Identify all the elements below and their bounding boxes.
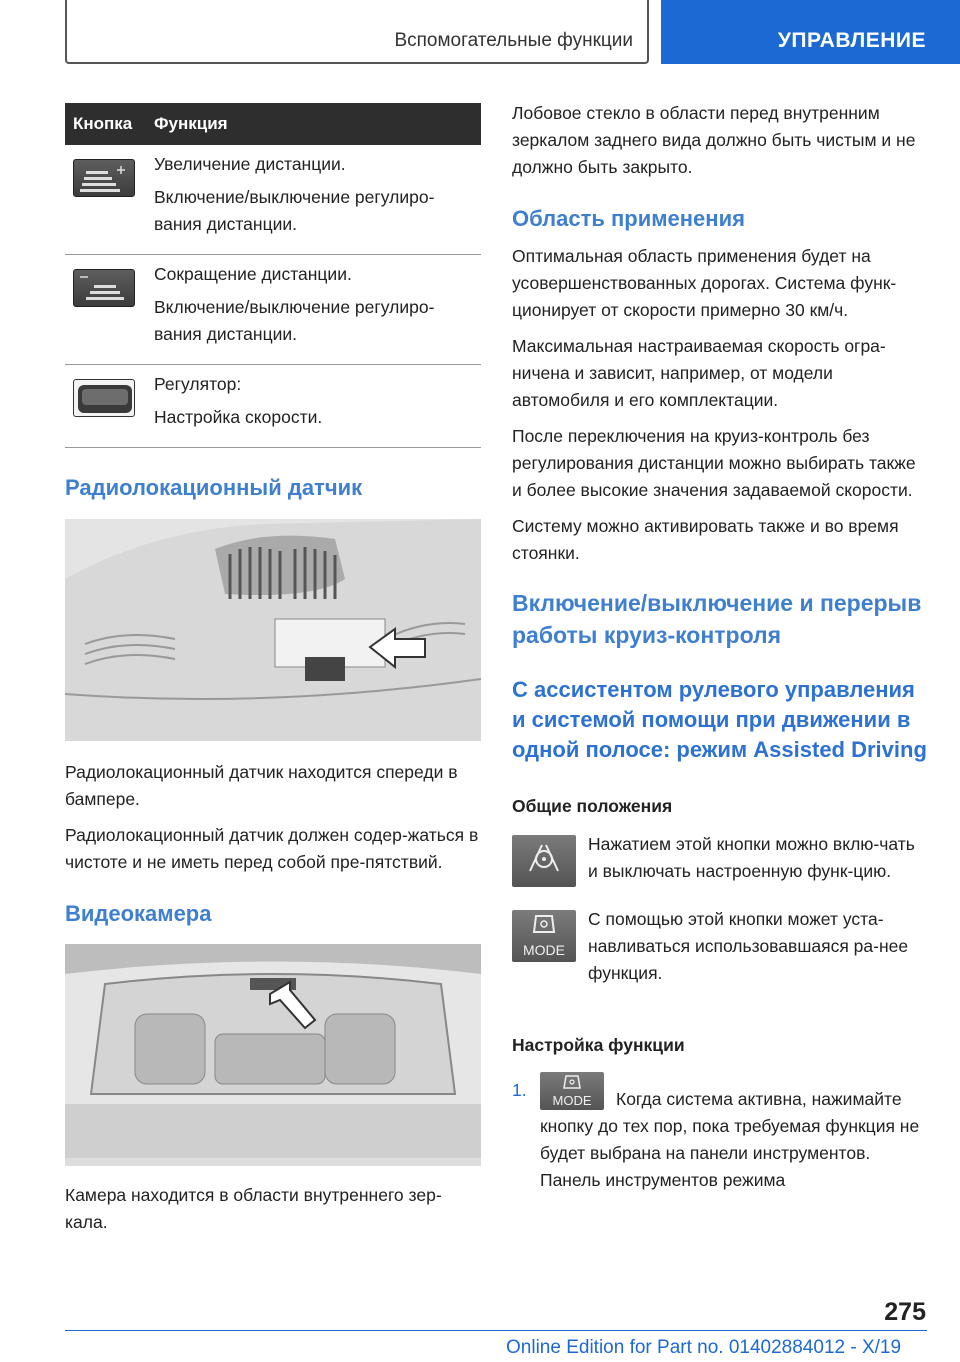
- radar-sensor-photo: [65, 519, 481, 741]
- row-function-detail: Настройка скорости.: [154, 407, 323, 427]
- camera-text: Камера находится в области внутреннего зер-кала.: [65, 1185, 442, 1232]
- mode-button-block: [512, 906, 927, 996]
- setup-step-1: [512, 1072, 927, 1194]
- table-header-button: Кнопка: [65, 103, 147, 145]
- area-heading: Область применения: [512, 206, 745, 231]
- row-function-title: Увеличение дистанции.: [154, 154, 346, 174]
- area-text-4: Систему можно активировать также и во время стоянки.: [512, 516, 899, 563]
- camera-photo: [65, 944, 481, 1166]
- steering-assist-icon: [512, 835, 576, 887]
- camera-heading: Видеокамера: [65, 901, 212, 926]
- windshield-text: Лобовое стекло в области перед внутренним зеркалом заднего вида должно быть чистым и не должно быть закрыто.: [512, 103, 916, 177]
- header-section-title: Вспомогательные функции: [394, 30, 633, 51]
- table-row: [65, 255, 481, 365]
- table-header-function: Функция: [147, 103, 481, 145]
- row-function-detail: Включение/выключение регулиро-вания дистанции.: [154, 297, 435, 344]
- mode-button-icon: [512, 910, 576, 962]
- mode-button-text: С помощью этой кнопки может уста-навливаться использовавшаяся ра-нее функция.: [588, 909, 909, 983]
- header-chapter-tab: [661, 0, 960, 64]
- left-column: [65, 103, 481, 1245]
- distance-decrease-icon: [73, 269, 135, 307]
- steering-assist-button-block: [512, 831, 927, 894]
- radar-text-location: Радиолокационный датчик находится спереди в бампере.: [65, 762, 458, 809]
- page-number: 275: [884, 1298, 926, 1326]
- steering-assist-text: Нажатием этой кнопки можно вклю-чать и выключать настроенную функ-цию.: [588, 834, 915, 881]
- footer-edition: Online Edition for Part no. 01402884012 - X/19: [506, 1337, 902, 1358]
- mode-label: MODE: [552, 1093, 592, 1108]
- rocker-switch-icon: [73, 379, 135, 417]
- step-text: Когда система активна, нажимайте кнопку до тех пор, пока требуемая функция не будет выбрана на панели инструментов. Панель инструментов режима: [540, 1089, 920, 1190]
- header-section-box: [65, 0, 649, 64]
- row-function-detail: Включение/выключение регулиро-вания дистанции.: [154, 187, 435, 234]
- switch-heading: Включение/выключение и перерыв работы круиз-контроля: [512, 590, 922, 648]
- row-function-title: Регулятор:: [154, 374, 242, 394]
- mode-button-icon: [540, 1072, 604, 1110]
- area-text-2: Максимальная настраиваемая скорость огра-ничена и зависит, например, от модели автомобиля и его комплектации.: [512, 336, 886, 410]
- distance-increase-icon: [73, 159, 135, 197]
- assisted-driving-heading: С ассистентом рулевого управления и системой помощи при движении в одной полосе: режим Assisted Driving: [512, 677, 927, 762]
- general-heading: Общие положения: [512, 796, 673, 816]
- radar-text-clean: Радиолокационный датчик должен содер-жаться в чистоте и не иметь перед собой пре-пятствий.: [65, 825, 479, 872]
- step-number: 1.: [512, 1080, 527, 1100]
- radar-heading: Радиолокационный датчик: [65, 475, 363, 500]
- right-column: [512, 100, 927, 1203]
- header-chapter-title: УПРАВЛЕНИЕ: [777, 29, 926, 52]
- area-text-1: Оптимальная область применения будет на усовершенствованных дорогах. Система функ-ционирует от скорости примерно 30 км/ч.: [512, 246, 897, 320]
- mode-label: MODE: [523, 942, 565, 958]
- setup-heading: Настройка функции: [512, 1035, 685, 1055]
- footer-divider: [65, 1330, 927, 1331]
- table-row: [65, 365, 481, 448]
- button-function-table: [65, 103, 481, 448]
- table-row: [65, 145, 481, 255]
- row-function-title: Сокращение дистанции.: [154, 264, 352, 284]
- area-text-3: После переключения на круиз-контроль без регулирования дистанции можно выбирать также и более высокие значения задаваемой скорости.: [512, 426, 916, 500]
